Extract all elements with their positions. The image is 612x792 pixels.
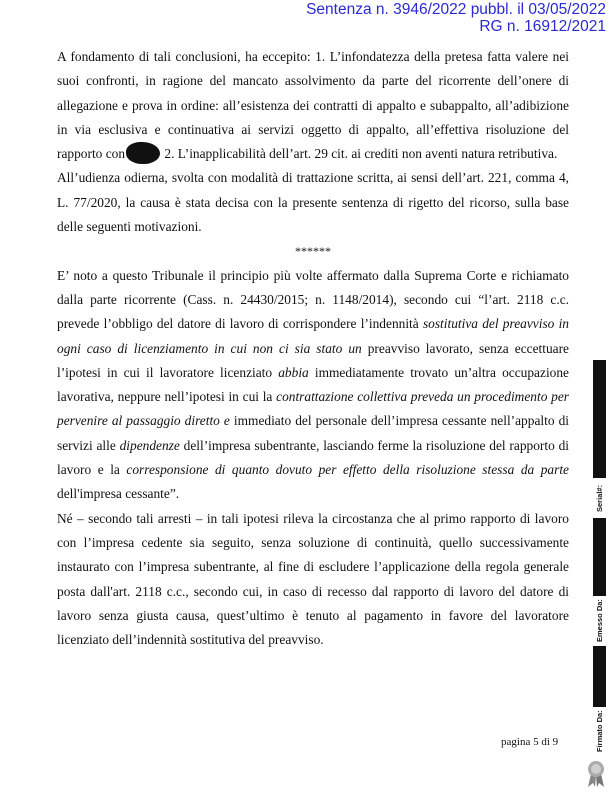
paragraph-3-text-g: immediato del personale dell’impresa cessante nell’appalto di servizi alle [57, 413, 569, 453]
paragraph-3-italic-j: corresponsione di quanto dovuto per effetto della risoluzione stessa da parte [126, 462, 570, 478]
serial-label: Serial#: [593, 478, 606, 518]
paragraph-3 [57, 264, 569, 507]
page-number [501, 736, 558, 748]
paragraph-3-text-e: immediatamente trovato un’altra occupazione lavorativa, neppure nell’ipotesi in cui la [57, 364, 570, 405]
redaction-mark [126, 142, 160, 164]
signature-sidebar [593, 360, 606, 752]
paragraph-4: Né – secondo tali arresti – in tali ipotesi rileva la circostanza che al primo rapporto di lavoro con l’impresa cedente sia seguito, senza soluzione di continuità, quello successivamente instaurato con l’impresa subentrante, al fine di escludere l’applicazione della regola generale posta dall'art. 2118 c.c., secondo cui, in caso di recesso dal rapporto di lavoro del datore di lavoro senza giusta causa, quest’ultimo è tenuto al pagamento in favore del lavoratore licenziato dell’indennità sostitutiva del preavviso. [57, 510, 569, 648]
paragraph-3-italic-b: sostitutiva del preavviso in ogni caso di licenziamento in cui non ci sia stato un [57, 316, 569, 356]
page-current: 5 [533, 736, 539, 748]
case-number: RG n. 16912/2021 [479, 18, 606, 35]
paragraph-3-text-k: dell'impresa cessante”. [57, 486, 180, 502]
page-total: 9 [552, 736, 559, 748]
paragraph-3-italic-d: abbia [278, 364, 309, 380]
ribbon-seal-icon [585, 760, 607, 788]
document-header [306, 1, 606, 35]
paragraph-1-text-a: A fondamento di tali conclusioni, ha eccepito: 1. L’infondatezza della pretesa fatta valere nei suoi confronti, in ragione del mancato assolvimento da parte del ricorrente dell’onere di allegazione e prova in ordine: all’esistenza dei contratti di appalto e subappalto, all’adibizione in via esclusiva e continuativa ai servizi oggetto di appalto, all’effettiva risoluzione del rapporto con [57, 49, 569, 162]
paragraph-2: All’udienza odierna, svolta con modalità di trattazione scritta, ai sensi dell’art. 221, comma 4, L. 77/2020, la causa è stata decisa con la presente sentenza di rigetto del ricorso, sulla base delle seguenti motivazioni. [57, 170, 569, 235]
page-of-label: di [541, 736, 550, 748]
paragraph-3-text-a: E’ noto a questo Tribunale il principio più volte affermato dalla Suprema Corte e richiamato dalla parte ricorrente (Cass. n. 24430/2015; n. 1148/2014), secondo cui “l’art. 2118 c.c. prevede l’obbligo del datore di lavoro di corrispondere l’indennità [57, 267, 569, 332]
document-body [57, 45, 569, 652]
sentence-reference: Sentenza n. 3946/2022 pubbl. il 03/05/2022 [306, 1, 606, 18]
issued-by-label: Emesso Da: [593, 596, 606, 646]
paragraph-3-italic-f: contrattazione collettiva preveda un procedimento per pervenire al passaggio diretto e [57, 389, 569, 429]
section-separator: ****** [295, 244, 331, 259]
paragraph-1-text-b: 2. L’inapplicabilità dell’art. 29 cit. ai crediti non aventi natura retributiva. [161, 146, 558, 162]
paragraph-1 [57, 45, 569, 166]
page-label: pagina [501, 736, 531, 748]
paragraph-3-text-i: dell’impresa subentrante, lasciando ferme la risoluzione del rapporto di lavoro e la [57, 437, 569, 478]
paragraph-3-italic-h: dipendenze [119, 437, 180, 453]
signed-by-label: Firmato Da: [593, 707, 606, 755]
paragraph-3-text-c: preavviso lavorato, senza eccettuare l’ipotesi in cui il lavoratore licenziato [57, 340, 570, 380]
